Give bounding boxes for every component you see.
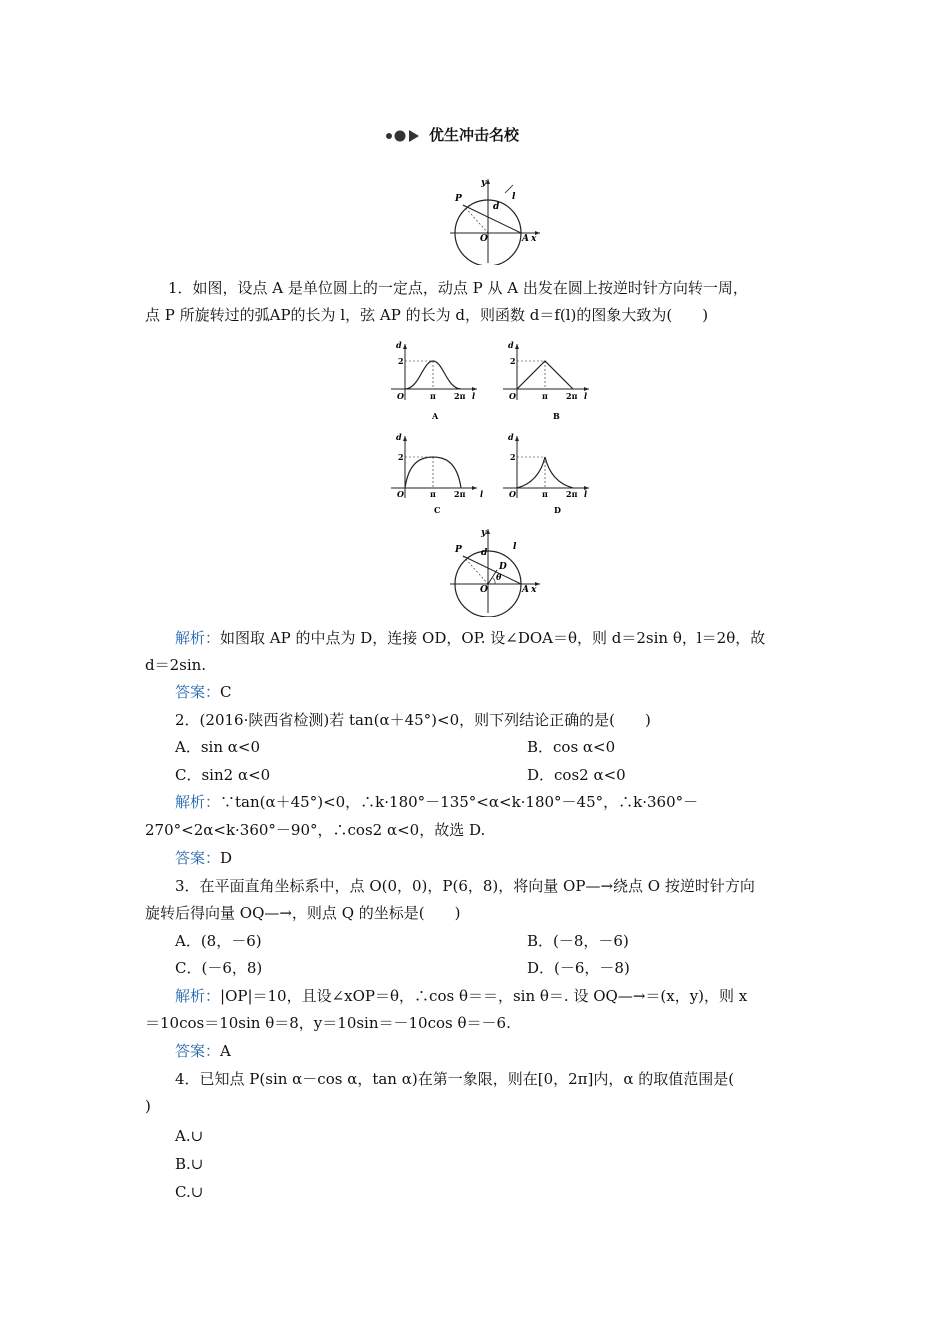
fig1-label-A: A xyxy=(522,234,529,244)
graph-b-xtick-2pi: 2π xyxy=(566,391,578,401)
q1-stem-line2: 点 P 所旋转过的弧AP的长为 l，弦 AP 的长为 d，则函数 d＝f(l)的图象大致为( ) xyxy=(145,306,709,324)
graph-c-label: C xyxy=(434,505,441,515)
q4-option-c: C.∪ xyxy=(175,1183,204,1201)
q2-analysis-line1 xyxy=(175,792,698,812)
graph-b-label: B xyxy=(553,411,560,421)
graph-d-xtick-2pi: 2π xyxy=(566,489,578,499)
section-title-text: 优生冲击名校 xyxy=(429,126,520,144)
q2-option-b: B．cos α<0 xyxy=(527,738,616,756)
graph-a-label: A xyxy=(432,411,439,421)
q4-option-b: B.∪ xyxy=(175,1155,204,1173)
q3-analysis-line2: ＝10cos＝10sin θ＝8，y＝10sin＝－10cos θ＝－6. xyxy=(145,1014,511,1032)
fig2-label-theta: θ xyxy=(496,572,502,582)
q3-option-c: C．(－6，8) xyxy=(175,959,263,977)
graph-d-xtick-pi: π xyxy=(542,489,548,499)
graph-a-origin: O xyxy=(397,391,404,401)
graph-c-origin: O xyxy=(397,489,404,499)
q1-analysis-label: 解析： xyxy=(175,629,221,647)
graph-option-a xyxy=(385,338,485,428)
q2-answer-value: D xyxy=(220,849,233,867)
q1-analysis-text1: 如图取 AP 的中点为 D，连接 OD，OP. 设∠DOA＝θ，则 d＝2sin θ，l＝2θ，故 xyxy=(220,629,766,647)
fig1-label-O: O xyxy=(480,234,488,244)
graph-d-axis-x: l xyxy=(584,489,588,499)
q4-option-a: A.∪ xyxy=(175,1127,204,1145)
q3-stem-line1: 3．在平面直角坐标系中，点 O(0，0)，P(6，8)，将向量 OP—→绕点 O 按逆时针方向 xyxy=(175,877,755,895)
fig1-label-y: y xyxy=(481,178,487,188)
q1-analysis-line1 xyxy=(175,628,765,648)
graph-a-axis-y: d xyxy=(396,340,402,350)
graph-d-origin: O xyxy=(509,489,516,499)
q2-stem: 2．(2016·陕西省检测)若 tan(α＋45°)<0，则下列结论正确的是( ) xyxy=(175,711,651,729)
graph-d-label: D xyxy=(554,505,561,515)
graph-b-axis-y: d xyxy=(508,340,514,350)
q3-analysis-text1: |OP|＝10，且设∠xOP＝θ，∴cos θ＝＝，sin θ＝. 设 OQ—→＝(x，y)，则 x xyxy=(220,987,748,1005)
q3-answer-value: A xyxy=(220,1042,231,1060)
q3-answer-label: 答案： xyxy=(175,1042,221,1060)
q2-option-a: A．sin α<0 xyxy=(175,738,260,756)
q2-answer-label: 答案： xyxy=(175,849,221,867)
fig1-label-d: d xyxy=(493,202,500,212)
fig2-label-y: y xyxy=(481,528,487,538)
q1-stem-line1: 1．如图，设点 A 是单位圆上的一定点，动点 P 从 A 出发在圆上按逆时针方向转一周， xyxy=(168,279,748,297)
fig2-label-d: d xyxy=(481,548,488,558)
fig1-label-P: P xyxy=(455,194,462,204)
fig2-label-D: D xyxy=(499,562,507,572)
fig1-label-x: x xyxy=(531,234,537,244)
graph-c-axis-x: l xyxy=(480,489,484,499)
graph-a-xtick-2pi: 2π xyxy=(454,391,466,401)
graph-a-xtick-pi: π xyxy=(430,391,436,401)
graph-option-c xyxy=(385,430,485,520)
section-title xyxy=(385,124,519,145)
q3-option-b: B．(－8，－6) xyxy=(527,932,629,950)
solution-circle-figure xyxy=(445,525,545,617)
bullet-dots-icon xyxy=(385,128,425,144)
q2-analysis-label: 解析： xyxy=(175,793,221,811)
graph-c-ytick: 2 xyxy=(398,452,404,462)
fig2-label-A: A xyxy=(522,585,529,595)
q1-answer xyxy=(175,682,232,702)
q4-stem-line2: ) xyxy=(145,1097,151,1115)
fig1-label-l: l xyxy=(512,192,516,202)
graph-b-axis-x: l xyxy=(584,391,588,401)
graph-c-axis-y: d xyxy=(396,432,402,442)
fig2-label-x: x xyxy=(531,585,537,595)
graph-c-xtick-pi: π xyxy=(430,489,436,499)
graph-c-xtick-2pi: 2π xyxy=(454,489,466,499)
graph-b-origin: O xyxy=(509,391,516,401)
graph-option-d xyxy=(497,430,597,520)
fig2-label-l: l xyxy=(513,542,517,552)
q2-analysis-text1: ∵tan(α＋45°)<0，∴k·180°－135°<α<k·180°－45°，∴k·360°－ xyxy=(220,793,699,811)
q2-option-d: D．cos2 α<0 xyxy=(527,766,626,784)
graph-d-ytick: 2 xyxy=(510,452,516,462)
q2-option-c: C．sin2 α<0 xyxy=(175,766,271,784)
q1-analysis-line2: d＝2sin. xyxy=(145,656,207,674)
q2-answer xyxy=(175,848,232,868)
fig2-label-O: O xyxy=(480,585,488,595)
q1-answer-value: C xyxy=(220,683,232,701)
q4-stem-line1: 4．已知点 P(sin α－cos α，tan α)在第一象限，则在[0，2π]内，α 的取值范围是( xyxy=(175,1070,735,1088)
q3-stem-line2: 旋转后得向量 OQ—→，则点 Q 的坐标是( ) xyxy=(145,904,461,922)
graph-a-ytick: 2 xyxy=(398,356,404,366)
unit-circle-figure xyxy=(445,175,545,265)
q3-answer xyxy=(175,1041,231,1061)
q1-answer-label: 答案： xyxy=(175,683,221,701)
graph-d-axis-y: d xyxy=(508,432,514,442)
graph-b-xtick-pi: π xyxy=(542,391,548,401)
q2-analysis-line2: 270°<2α<k·360°－90°，∴cos2 α<0，故选 D. xyxy=(145,821,486,839)
graph-option-b xyxy=(497,338,597,428)
graph-a-axis-x: l xyxy=(472,391,476,401)
fig2-label-P: P xyxy=(455,545,462,555)
q3-option-a: A．(8，－6) xyxy=(175,932,262,950)
q3-option-d: D．(－6，－8) xyxy=(527,959,630,977)
graph-b-ytick: 2 xyxy=(510,356,516,366)
q3-analysis-line1 xyxy=(175,986,747,1006)
q3-analysis-label: 解析： xyxy=(175,987,221,1005)
